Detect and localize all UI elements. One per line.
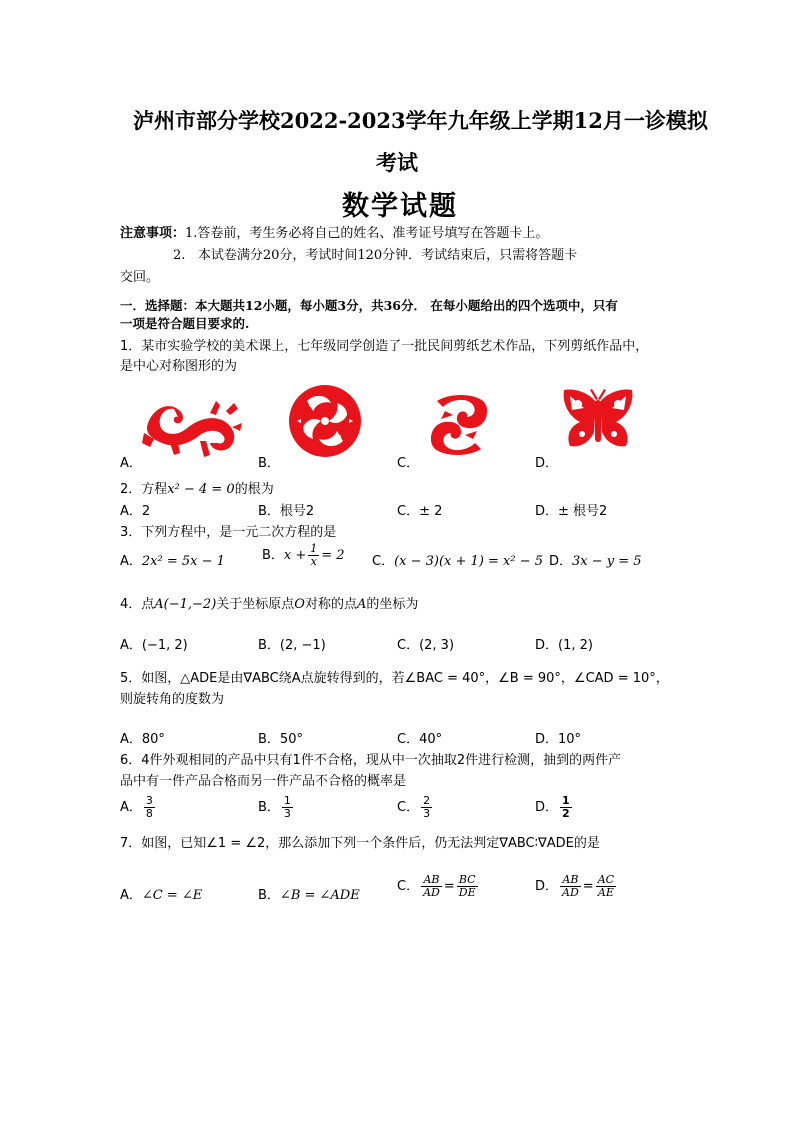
q2-option-b[interactable]: B．根号2: [258, 504, 315, 519]
notes-line2: [173, 244, 577, 263]
dragon-papercut-image: [140, 393, 244, 461]
q6-frac-c-num: 2: [423, 794, 431, 807]
q5-option-c[interactable]: C．40°: [397, 732, 443, 747]
q1-stem-line1: 1．某市实验学校的美术课上，七年级同学创造了一批民间剪纸艺术作品，下列剪纸作品中，: [120, 339, 649, 354]
q3-frac-b-num: 1: [310, 542, 318, 555]
q4-mid2: 对称的点: [304, 597, 357, 612]
q6-frac-d-den: 2: [562, 807, 570, 820]
q7-frac-c2-num: BC: [457, 874, 478, 887]
q6-fraction-c: [421, 795, 432, 820]
q2-suffix: 的根为: [234, 482, 274, 497]
q7-option-b[interactable]: [258, 884, 360, 903]
q3-option-a[interactable]: [120, 550, 225, 569]
q6-option-c[interactable]: [397, 795, 434, 820]
q7-expr-b: ∠B = ∠ADE: [279, 888, 360, 903]
circle-papercut-image: [287, 383, 363, 459]
q4-stem: [120, 593, 418, 612]
notes-item2-num: 2.: [173, 248, 186, 263]
q6-fraction-a: [144, 795, 155, 820]
q7-frac-d2-num: AC: [597, 873, 615, 886]
notes-item2-line1: 本试卷满分20分，考试时间120分钟．考试结束后，只需将答题卡: [197, 248, 578, 263]
q7-eq-c: =: [443, 879, 455, 894]
q6-frac-a-den: 8: [145, 807, 153, 820]
q7-frac-d2: [596, 874, 616, 899]
q7-label-b: B．: [258, 888, 280, 903]
q7-frac-d1-den: AD: [562, 886, 579, 899]
q6-frac-b-den: 3: [283, 807, 291, 820]
q7-option-c[interactable]: [397, 874, 480, 899]
q1-option-a[interactable]: A．: [120, 456, 142, 471]
q6-frac-d-num: 1: [562, 794, 570, 807]
paper-title-line2: 考试: [376, 150, 418, 175]
q3-frac-b-den: x: [310, 555, 317, 568]
q7-option-a[interactable]: [120, 884, 202, 903]
q6-fraction-d: [560, 795, 572, 820]
q6-option-a[interactable]: [120, 795, 157, 820]
paper-title-line1: 泸州市部分学校2022-2023学年九年级上学期12月一诊模拟: [133, 108, 708, 133]
q2-equation: x² − 4 = 0: [167, 482, 235, 497]
q2-option-c[interactable]: C．± 2: [397, 504, 443, 519]
q3-expr-b-pre: x +: [283, 548, 307, 563]
notes-item1: 1.答卷前，考生务必将自己的姓名、准考证号填写在答题卡上。: [185, 226, 549, 241]
section1-line2: 一项是符合题目要求的.: [120, 316, 250, 331]
butterfly-papercut-image: [560, 388, 636, 456]
q7-stem: 7．如图，已知∠1 = ∠2，那么添加下列一个条件后，仍无法判定∇ABC∶∇ADE的是: [120, 836, 600, 851]
q6-stem-line1: 6．4件外观相同的产品中只有1件不合格，现从中一次抽取2件进行检测，抽到的两件产: [120, 753, 622, 768]
q4-pre: 4．点: [120, 597, 155, 612]
q7-frac-c2-den: DE: [458, 886, 476, 899]
q7-frac-c1: [421, 874, 442, 899]
q6-label-a: A．: [120, 800, 142, 815]
q5-option-d[interactable]: D．10°: [535, 732, 582, 747]
q4-option-b[interactable]: B．(2, −1): [258, 638, 326, 653]
q5-stem-line2: 则旋转角的度数为: [120, 692, 225, 707]
q1-option-c[interactable]: C．: [397, 456, 420, 471]
q3-label-a: A．: [120, 554, 142, 569]
q3-expr-b-post: = 2: [321, 548, 345, 563]
q4-option-d[interactable]: D．(1, 2): [535, 638, 593, 653]
q2-option-a[interactable]: A．2: [120, 504, 151, 519]
q7-option-d[interactable]: [535, 874, 618, 899]
notes-label: 注意事项：: [120, 226, 186, 241]
q3-fraction-b: [308, 543, 319, 568]
q5-option-a[interactable]: A．80°: [120, 732, 165, 747]
q3-label-b: B．: [262, 548, 284, 563]
q7-label-a: A．: [120, 888, 142, 903]
q6-option-b[interactable]: [258, 795, 295, 820]
q6-label-d: D．: [535, 800, 559, 815]
q4-point-a: A: [356, 597, 367, 612]
q4-mid: 关于坐标原点: [216, 597, 295, 612]
q6-stem-line2: 品中有一件产品合格而另一件产品不合格的概率是: [120, 774, 407, 789]
q3-expr-a: 2x² = 5x − 1: [141, 554, 225, 569]
q3-label-c: C．: [372, 554, 395, 569]
q4-option-c[interactable]: C．(2, 3): [397, 638, 455, 653]
q7-label-c: C．: [397, 879, 420, 894]
q3-option-c[interactable]: [372, 550, 543, 569]
q4-point: A(−1,−2): [154, 597, 217, 612]
q2-stem: [120, 478, 274, 497]
q1-option-b[interactable]: B．: [258, 456, 280, 471]
q7-frac-d2-den: AE: [597, 886, 614, 899]
q7-frac-c2: [457, 874, 478, 899]
q6-option-d[interactable]: [535, 795, 574, 820]
q6-label-b: B．: [258, 800, 280, 815]
q1-option-d[interactable]: D．: [535, 456, 559, 471]
q6-label-c: C．: [397, 800, 420, 815]
q6-frac-c-den: 3: [423, 807, 431, 820]
q4-option-a[interactable]: A．(−1, 2): [120, 638, 188, 653]
q2-prefix: 2．方程: [120, 482, 168, 497]
q7-eq-d: =: [582, 879, 594, 894]
notes-item2-line2: 交回。: [120, 270, 160, 285]
q3-expr-d: 3x − y = 5: [572, 554, 642, 569]
q7-expr-a: ∠C = ∠E: [141, 888, 203, 903]
notes-line1: [120, 222, 548, 241]
q3-option-d[interactable]: [549, 550, 642, 569]
q5-option-b[interactable]: B．50°: [258, 732, 303, 747]
q7-frac-c1-den: AD: [423, 886, 440, 899]
q4-post: 的坐标为: [366, 597, 419, 612]
q7-label-d: D．: [535, 879, 559, 894]
q3-option-b[interactable]: [262, 543, 345, 568]
q6-frac-b-num: 1: [283, 794, 291, 807]
q3-stem: 3．下列方程中，是一元二次方程的是: [120, 525, 337, 540]
q3-expr-c: (x − 3)(x + 1) = x² − 5: [394, 554, 544, 569]
q7-frac-c1-num: AB: [421, 874, 442, 887]
q6-fraction-b: [282, 795, 293, 820]
q1-stem-line2: 是中心对称图形的为: [120, 359, 238, 374]
subject-title: 数学试题: [342, 191, 458, 222]
q5-stem-line1: 5．如图，△ADE是由∇ABC绕A点旋转得到的，若∠BAC = 40°，∠B = 90°，∠CAD = 10°，: [120, 671, 669, 686]
section1-line1: 一．选择题：本大题共12小题，每小题3分，共36分． 在每小题给出的四个选项中，只有: [120, 298, 618, 313]
q3-label-d: D．: [549, 554, 573, 569]
q7-frac-d1: [560, 874, 581, 899]
fish-papercut-image: [425, 395, 493, 455]
q7-frac-d1-num: AB: [560, 874, 581, 887]
q6-frac-a-num: 3: [145, 794, 153, 807]
q2-option-d[interactable]: D．± 根号2: [535, 504, 608, 519]
q4-origin: O: [294, 597, 305, 612]
